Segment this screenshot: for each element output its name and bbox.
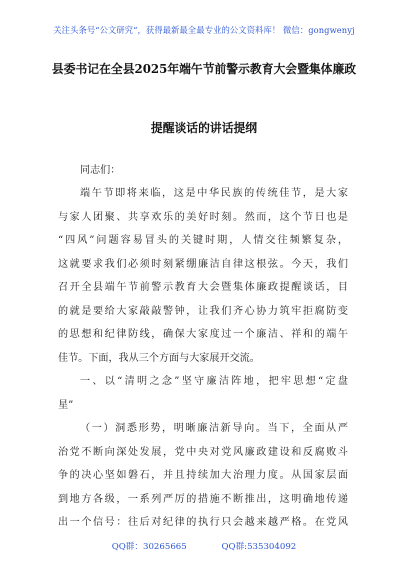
section-heading-line: 星”: [58, 400, 74, 411]
footer-qq-group-1: QQ群：30265665: [111, 542, 187, 552]
paragraph-line: 到地方各级，一系列严厉的措施不断推出，这明确地传递: [58, 494, 348, 505]
paragraph-line: 的就是要给大家敲敲警钟，让我们齐心协力筑牢拒腐防变: [58, 306, 348, 317]
paragraph-line: 这就要求我们必须时刻紧绷廉洁自律这根弦。今天，我们: [58, 259, 348, 270]
paragraph-line: 召开全县端午节前警示教育大会暨集体廉政提醒谈话，目: [58, 282, 348, 293]
paragraph-line: （一）洞悉形势，明晰廉洁新导向。当下，全面从严: [80, 423, 348, 434]
salutation: 同志们：: [80, 165, 121, 176]
document-title-line-1: 县委书记在全县2025年端午节前警示教育大会暨集体廉政: [51, 62, 357, 76]
paragraph-line: “四风”问题容易冒头的关键时期，人情交往频繁复杂，: [58, 235, 348, 246]
header-promo-note: 关注头条号“公文研究”，获得最新最全最专业的公文资料库！ 微信：gongwenyj: [53, 25, 355, 35]
footer-qq-groups: [0, 540, 408, 552]
paragraph-line: 的思想和纪律防线，确保大家度过一个廉洁、祥和的端午: [58, 329, 348, 340]
footer-qq-group-2: QQ群:535304092: [221, 542, 297, 552]
document-title-line-2: 提醒谈话的讲话提纲: [150, 121, 258, 135]
paragraph-line: 端午节即将来临，这是中华民族的传统佳节，是大家: [80, 188, 348, 199]
paragraph-line: 治党不断向深处发展，党中央对党风廉政建设和反腐败斗: [58, 447, 348, 458]
paragraph-line: 与家人团聚、共享欢乐的美好时刻。然而，这个节日也是: [58, 212, 348, 223]
section-heading-line: 一、以“清明之念”坚守廉洁阵地，把牢思想“定盘: [80, 376, 348, 387]
paragraph-line: 佳节。下面，我从三个方面与大家展开交流。: [58, 353, 260, 364]
paragraph-line: 出一个信号：往后对纪律的执行只会越来越严格。在党风: [58, 517, 348, 528]
paragraph-line: 争的决心坚如磐石，并且持续加大治理力度。从国家层面: [58, 470, 348, 481]
